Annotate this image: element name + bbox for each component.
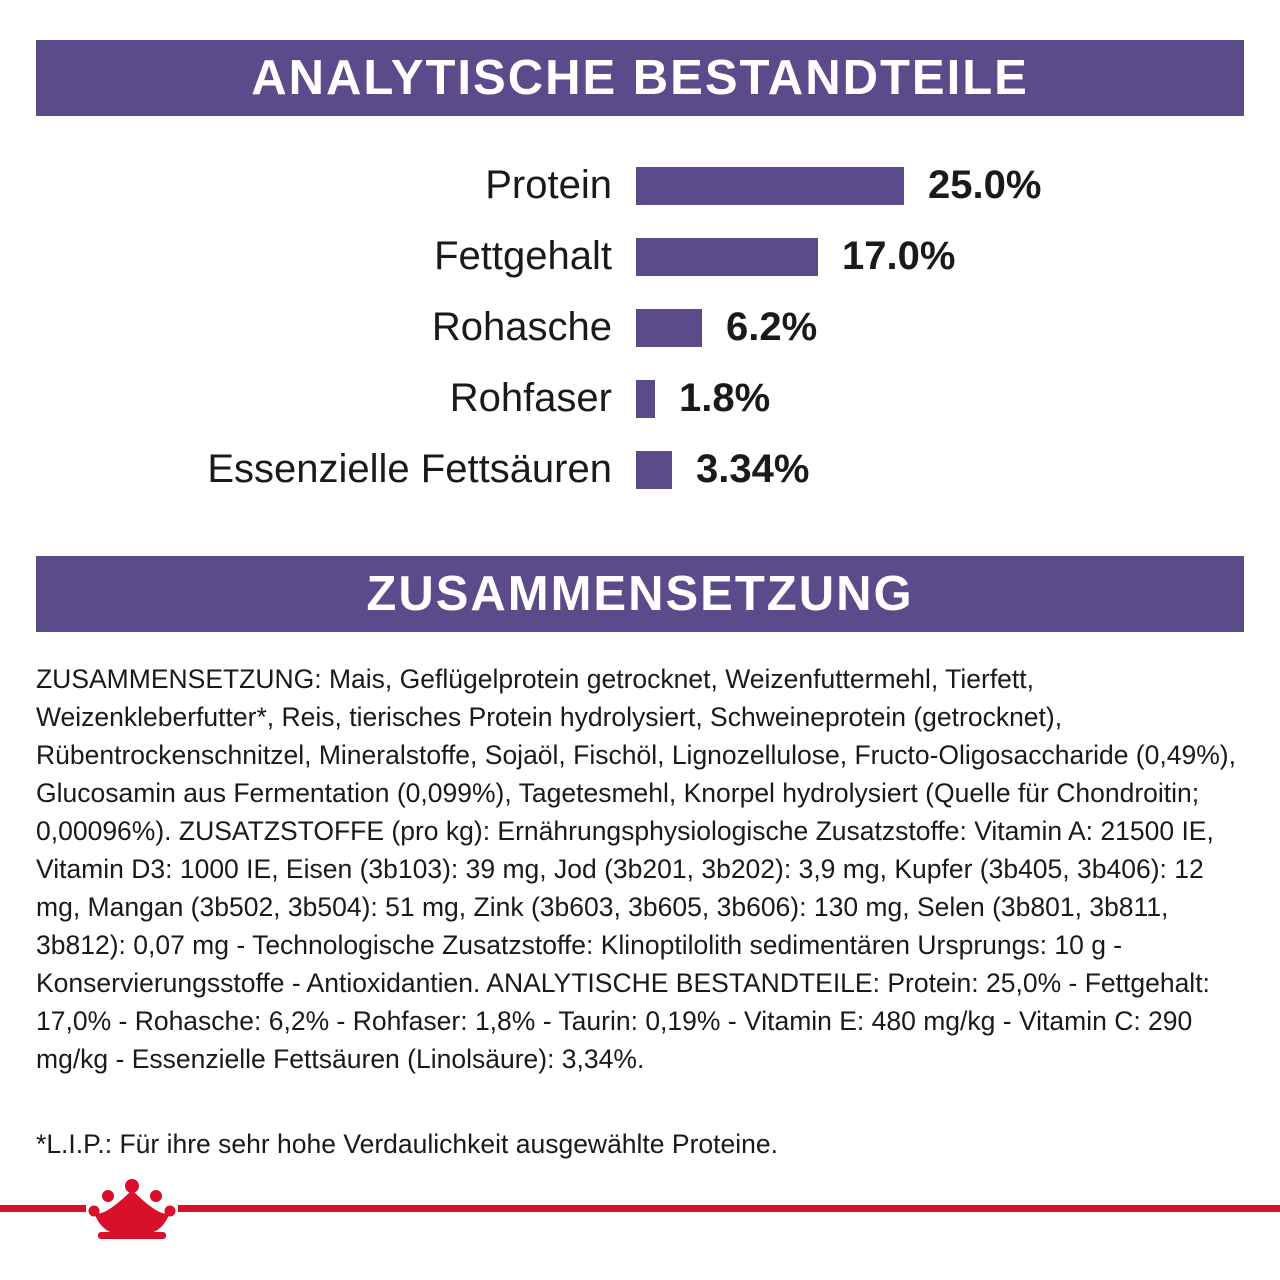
nutrient-bar bbox=[636, 309, 702, 347]
nutrient-label: Rohfaser bbox=[449, 376, 612, 420]
composition-header: ZUSAMMENSETZUNG bbox=[36, 556, 1244, 632]
crown-logo-icon bbox=[86, 1178, 178, 1240]
nutrient-label: Protein bbox=[485, 163, 612, 207]
chart-row bbox=[36, 363, 1244, 434]
nutrient-value: 1.8% bbox=[679, 376, 771, 420]
nutrient-bar bbox=[636, 380, 655, 418]
chart-row bbox=[36, 221, 1244, 292]
analytical-components-header: ANALYTISCHE BESTANDTEILE bbox=[36, 40, 1244, 116]
nutrient-bar bbox=[636, 167, 904, 205]
nutrient-value: 17.0% bbox=[842, 234, 956, 278]
nutrient-label: Rohasche bbox=[431, 305, 612, 349]
nutrient-label: Fettgehalt bbox=[434, 234, 612, 278]
composition-body-text: ZUSAMMENSETZUNG: Mais, Geflügelprotein getrocknet, Weizenfuttermehl, Tierfett, Weizenkleberfutter*, Reis, tierisches Protein hydrolysiert, Schweineprotein (getrocknet), Rübentrockenschnitzel, Mineralstoffe, Sojaöl, Fischöl, Lignozellulose, Fructo-Oligosaccharide (0,49%), Glucosamin aus Fermentation (0,099%), Tagetesmehl, Knorpel hydrolysiert (Quelle für Chondroitin; 0,00096%). ZUSATZSTOFFE (pro kg): Ernährungsphysiologische Zusatzstoffe: Vitamin A: 21500 IE, Vitamin D3: 1000 IE, Eisen (3b103): 39 mg, Jod (3b201, 3b202): 3,9 mg, Kupfer (3b405, 3b406): 12 mg, Mangan (3b502, 3b504): 51 mg, Zink (3b603, 3b605, 3b606): 130 mg, Selen (3b801, 3b811, 3b812): 0,07 mg - Technologische Zusatzstoffe: Klinoptilolith sedimentären Ursprungs: 10 g - Konservierungsstoffe - Antioxidantien. ANALYTISCHE BESTANDTEILE: Protein: 25,0% - Fettgehalt: 17,0% - Rohasche: 6,2% - Rohfaser: 1,8% - Taurin: 0,19% - Vitamin E: 480 mg/kg - Vitamin C: 290 mg/kg - Essenzielle Fettsäuren (Linolsäure): 3,34%. bbox=[36, 664, 1236, 1074]
nutrient-label: Essenzielle Fettsäuren bbox=[207, 447, 612, 491]
chart-row bbox=[36, 292, 1244, 363]
chart-row bbox=[36, 434, 1244, 505]
lip-footnote: *L.I.P.: Für ihre sehr hohe Verdaulichkeit ausgewählte Proteine. bbox=[36, 1129, 778, 1159]
nutrient-value: 6.2% bbox=[726, 305, 818, 349]
chart-row bbox=[36, 150, 1244, 221]
nutrient-value: 25.0% bbox=[928, 163, 1042, 207]
nutrient-bar bbox=[636, 238, 818, 276]
nutrient-bar bbox=[636, 451, 672, 489]
nutrient-bar-chart bbox=[36, 150, 1244, 530]
nutrient-value: 3.34% bbox=[696, 447, 810, 491]
footer-divider bbox=[0, 1205, 1280, 1212]
